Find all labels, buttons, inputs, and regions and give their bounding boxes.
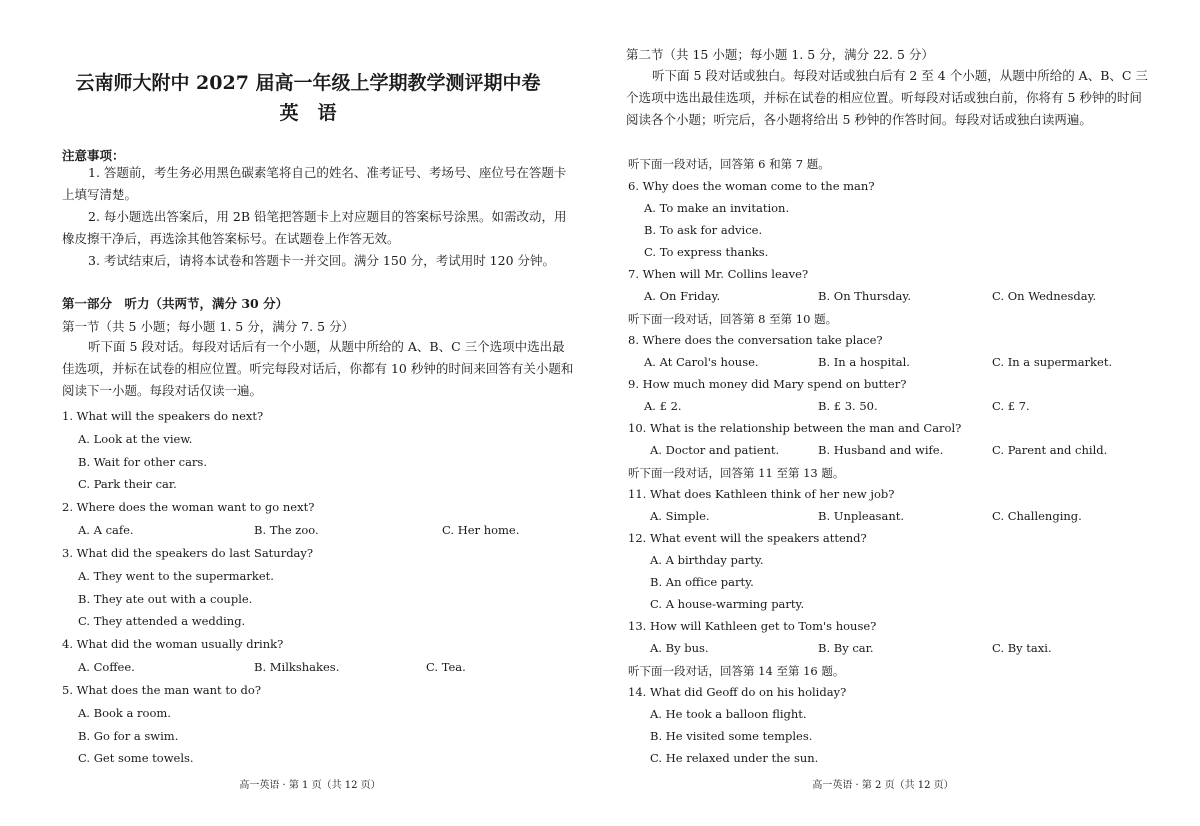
answer-option[interactable]: C. To express thanks.	[644, 245, 769, 259]
answer-option[interactable]: A. He took a balloon flight.	[650, 707, 807, 721]
question-stem: 7. When will Mr. Collins leave?	[628, 267, 809, 281]
answer-option[interactable]: B. By car.	[818, 641, 874, 655]
answer-option[interactable]: C. £ 7.	[992, 399, 1030, 413]
answer-option[interactable]: A. Simple.	[650, 509, 710, 523]
answer-option[interactable]: C. In a supermarket.	[992, 355, 1113, 369]
answer-option[interactable]: A. A birthday party.	[650, 553, 764, 567]
answer-option[interactable]: B. Go for a swim.	[78, 729, 179, 743]
exam-page-2	[600, 0, 1200, 826]
answer-option[interactable]: C. A house-warming party.	[650, 597, 805, 611]
answer-option[interactable]: A. £ 2.	[644, 399, 682, 413]
answer-option[interactable]: C. Her home.	[442, 523, 520, 537]
question-stem: 13. How will Kathleen get to Tom's house?	[628, 619, 877, 633]
answer-option[interactable]: C. Challenging.	[992, 509, 1082, 523]
question-stem: 6. Why does the woman come to the man?	[628, 179, 875, 193]
answer-option[interactable]: C. Tea.	[426, 660, 466, 674]
dialogue-group-label: 听下面一段对话，回答第 14 至第 16 题。	[628, 664, 845, 678]
answer-option[interactable]: B. Milkshakes.	[254, 660, 340, 674]
notice-item: 2. 每小题选出答案后，用 2B 铅笔把答题卡上对应题目的答案标号涂黑。如需改动，用橡皮擦干净后，再选涂其他答案标号。在试题卷上作答无效。	[62, 209, 567, 246]
notice-item: 1. 答题前，考生务必用黑色碳素笔将自己的姓名、准考证号、考场号、座位号在答题卡上填写清楚。	[62, 165, 567, 202]
answer-option[interactable]: B. They ate out with a couple.	[78, 592, 253, 606]
answer-option[interactable]: B. On Thursday.	[818, 289, 911, 303]
answer-option[interactable]: B. Husband and wife.	[818, 443, 944, 457]
section-instructions: 听下面 5 段对话。每段对话后有一个小题，从题中所给的 A、B、C 三个选项中选出最佳选项，并标在试卷的相应位置。听完每段对话后，你都有 10 秒钟的时间来回答有关小题和阅读下一小题。每段对话仅读一遍。	[62, 339, 574, 398]
section-heading: 第一节（共 5 小题；每小题 1. 5 分，满分 7. 5 分）	[62, 319, 354, 334]
question-stem: 9. How much money did Mary spend on butter?	[628, 377, 907, 391]
answer-option[interactable]: A. To make an invitation.	[644, 201, 790, 215]
exam-title: 云南师大附中 2027 届高一年级上学期教学测评期中卷	[75, 72, 541, 94]
answer-option[interactable]: A. On Friday.	[644, 289, 721, 303]
answer-option[interactable]: B. To ask for advice.	[644, 223, 763, 237]
notice-heading: 注意事项：	[62, 148, 125, 163]
answer-option[interactable]: C. By taxi.	[992, 641, 1052, 655]
dialogue-group-label: 听下面一段对话，回答第 6 和第 7 题。	[628, 157, 830, 171]
part-heading: 第一部分 听力（共两节，满分 30 分）	[62, 296, 289, 311]
answer-option[interactable]: A. A cafe.	[78, 523, 134, 537]
answer-option[interactable]: B. Unpleasant.	[818, 509, 905, 523]
question-stem: 5. What does the man want to do?	[62, 683, 261, 697]
answer-option[interactable]: A. Doctor and patient.	[650, 443, 780, 457]
question-stem: 10. What is the relationship between the man and Carol?	[628, 421, 962, 435]
page-footer: 高一英语 · 第 1 页（共 12 页）	[239, 780, 381, 791]
answer-option[interactable]: C. They attended a wedding.	[78, 614, 246, 628]
dialogue-group-label: 听下面一段对话，回答第 11 至第 13 题。	[628, 466, 845, 480]
question-stem: 2. Where does the woman want to go next?	[62, 500, 315, 514]
answer-option[interactable]: C. Parent and child.	[992, 443, 1108, 457]
section-heading: 第二节（共 15 小题；每小题 1. 5 分，满分 22. 5 分）	[626, 47, 934, 62]
subject-title: 英 语	[279, 102, 337, 124]
question-stem: 3. What did the speakers do last Saturday?	[62, 546, 314, 560]
question-stem: 14. What did Geoff do on his holiday?	[628, 685, 847, 699]
answer-option[interactable]: A. They went to the supermarket.	[78, 569, 274, 583]
section-instructions: 听下面 5 段对话或独白。每段对话或独白后有 2 至 4 个小题，从题中所给的 A、B、C 三个选项中选出最佳选项，并标在试卷的相应位置。听每段对话或独白前，你将有 5 秒钟的时间阅读各个小题；听完后，各小题将给出 5 秒钟的作答时间。每段对话或独白读两遍。	[626, 68, 1148, 127]
answer-option[interactable]: B. An office party.	[650, 575, 754, 589]
answer-option[interactable]: B. In a hospital.	[818, 355, 910, 369]
page-footer: 高一英语 · 第 2 页（共 12 页）	[812, 780, 954, 791]
answer-option[interactable]: C. Get some towels.	[78, 751, 194, 765]
answer-option[interactable]: C. Park their car.	[78, 477, 177, 491]
answer-option[interactable]: A. By bus.	[650, 641, 709, 655]
question-stem: 4. What did the woman usually drink?	[62, 637, 284, 651]
answer-option[interactable]: C. On Wednesday.	[992, 289, 1097, 303]
answer-option[interactable]: A. Coffee.	[78, 660, 135, 674]
answer-option[interactable]: A. Look at the view.	[78, 432, 193, 446]
answer-option[interactable]: B. The zoo.	[254, 523, 319, 537]
answer-option[interactable]: B. Wait for other cars.	[78, 455, 207, 469]
question-stem: 1. What will the speakers do next?	[62, 409, 264, 423]
question-stem: 8. Where does the conversation take place?	[628, 333, 883, 347]
answer-option[interactable]: A. Book a room.	[78, 706, 171, 720]
answer-option[interactable]: A. At Carol's house.	[644, 355, 759, 369]
question-stem: 11. What does Kathleen think of her new job?	[628, 487, 895, 501]
question-stem: 12. What event will the speakers attend?	[628, 531, 867, 545]
dialogue-group-label: 听下面一段对话，回答第 8 至第 10 题。	[628, 312, 838, 326]
answer-option[interactable]: C. He relaxed under the sun.	[650, 751, 819, 765]
answer-option[interactable]: B. £ 3. 50.	[818, 399, 878, 413]
answer-option[interactable]: B. He visited some temples.	[650, 729, 813, 743]
notice-item: 3. 考试结束后，请将本试卷和答题卡一并交回。满分 150 分，考试用时 120 分钟。	[88, 253, 556, 268]
